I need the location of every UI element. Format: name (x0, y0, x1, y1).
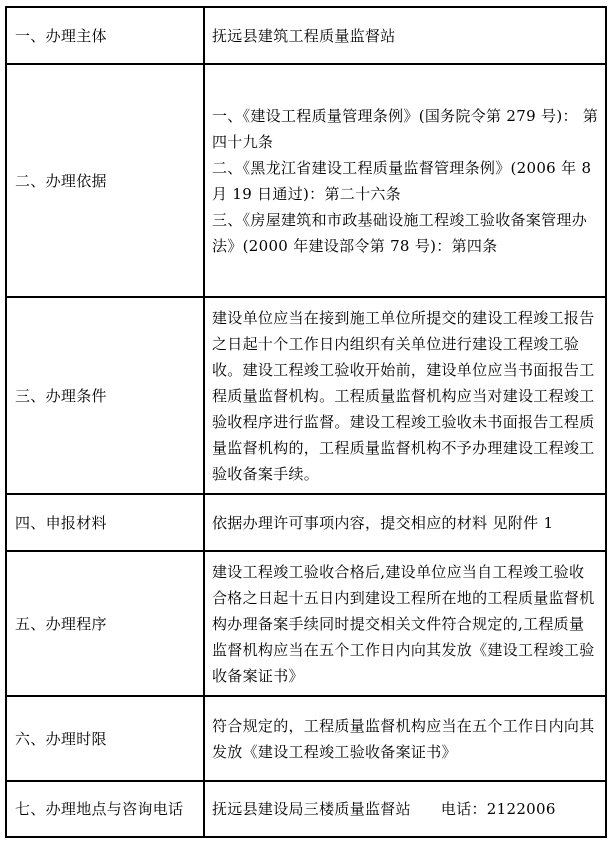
row-materials-label: 四、申报材料 (6, 494, 204, 551)
row-conditions-label: 三、办理条件 (6, 297, 204, 494)
row-procedure (6, 551, 606, 696)
row-conditions (6, 297, 606, 494)
row-materials-content: 依据办理许可事项内容，提交相应的材料 见附件 1 (204, 494, 606, 551)
row-procedure-content: 建设工程竣工验收合格后,建设单位应当自工程竣工验收合格之日起十五日内到建设工程所在地的工程质量监督机构办理备案手续同时提交相关文件符合规定的,工程质量监督机构应当在五个工作日内向其发放《建设工程竣工验收备案证书》 (204, 551, 606, 696)
legal-basis-line-1: 一、《建设工程质量管理条例》(国务院令第 279 号)： 第四十九条 (212, 106, 599, 151)
row-legal-basis-content (204, 64, 606, 297)
row-materials (6, 494, 606, 551)
row-legal-basis-label: 二、办理依据 (6, 64, 204, 297)
row-location-phone-content (204, 781, 606, 837)
row-time-limit-content: 符合规定的，工程质量监督机构应当在五个工作日内向其发放《建设工程竣工验收备案证书》 (204, 696, 606, 781)
row-subject-label: 一、办理主体 (6, 7, 204, 64)
procedure-table (5, 6, 607, 838)
row-procedure-label: 五、办理程序 (6, 551, 204, 696)
row-conditions-content: 建设单位应当在接到施工单位所提交的建设工程竣工报告之日起十个工作日内组织有关单位进行建设工程竣工验收。建设工程竣工验收开始前，建设单位应当书面报告工程质量监督机构。工程质量监督机构应当对建设工程竣工验收程序进行监督。建设工程竣工验收未书面报告工程质量监督机构的，工程质量监督机构不予办理建设工程竣工验收备案手续。 (204, 297, 606, 494)
legal-basis-line-2: 二、《黑龙江省建设工程质量监督管理条例》(2006 年 8 月 19 日通过)：第二十六条 (212, 158, 592, 203)
row-subject (6, 7, 606, 64)
row-time-limit (6, 696, 606, 781)
row-time-limit-label: 六、办理时限 (6, 696, 204, 781)
row-location-phone-label: 七、办理地点与咨询电话 (6, 781, 204, 837)
procedure-table-body (6, 7, 606, 837)
phone-number: 电话：2122006 (440, 800, 556, 818)
legal-basis-line-3: 三、《房屋建筑和市政基础设施工程竣工验收备案管理办法》(2000 年建设部令第 78 号)：第四条 (212, 210, 588, 255)
row-legal-basis (6, 64, 606, 297)
row-subject-content: 抚远县建筑工程质量监督站 (204, 7, 606, 64)
office-address: 抚远县建设局三楼质量监督站 (212, 800, 411, 818)
row-location-phone (6, 781, 606, 837)
